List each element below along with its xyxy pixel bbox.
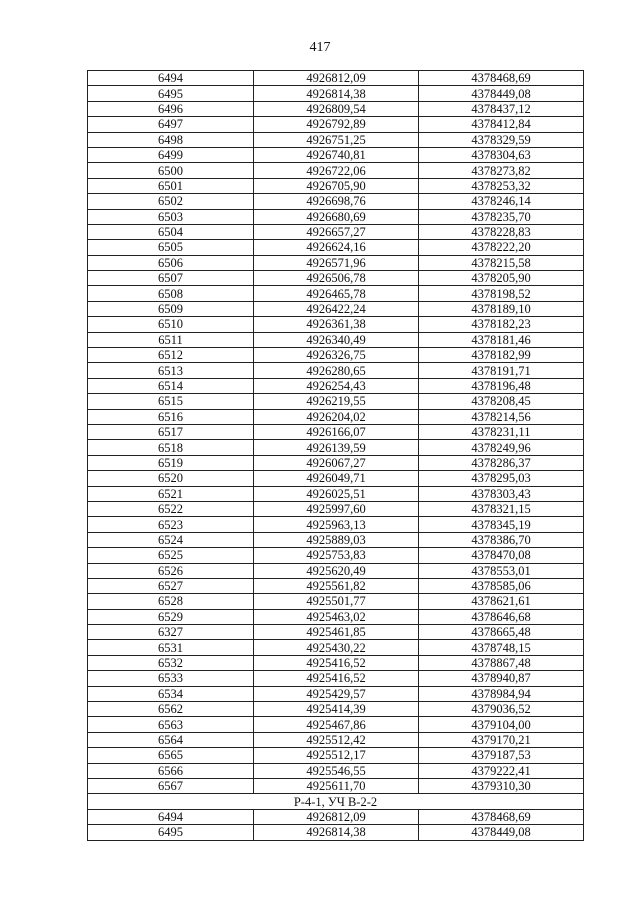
point-number-cell: 6501 [88, 178, 254, 193]
x-coordinate-cell: 4926680,69 [254, 209, 419, 224]
x-coordinate-cell: 4926326,75 [254, 348, 419, 363]
point-number-cell: 6522 [88, 501, 254, 516]
point-number-cell: 6526 [88, 563, 254, 578]
table-row [88, 286, 584, 301]
point-number-cell: 6518 [88, 440, 254, 455]
table-row [88, 640, 584, 655]
x-coordinate-cell: 4925461,85 [254, 625, 419, 640]
x-coordinate-cell: 4925416,52 [254, 671, 419, 686]
section-title: Р-4-1, УЧ В-2-2 [88, 794, 584, 809]
table-row [88, 224, 584, 239]
table-row [88, 655, 584, 670]
point-number-cell: 6499 [88, 147, 254, 162]
y-coordinate-cell: 4378182,99 [419, 348, 584, 363]
point-number-cell: 6503 [88, 209, 254, 224]
point-number-cell: 6565 [88, 748, 254, 763]
table-row [88, 501, 584, 516]
y-coordinate-cell: 4378345,19 [419, 517, 584, 532]
y-coordinate-cell: 4378253,32 [419, 178, 584, 193]
point-number-cell: 6528 [88, 594, 254, 609]
y-coordinate-cell: 4379170,21 [419, 732, 584, 747]
y-coordinate-cell: 4378231,11 [419, 424, 584, 439]
table-row [88, 486, 584, 501]
table-row [88, 532, 584, 547]
table-row [88, 609, 584, 624]
table-row [88, 255, 584, 270]
table-row [88, 717, 584, 732]
x-coordinate-cell: 4926465,78 [254, 286, 419, 301]
x-coordinate-cell: 4925963,13 [254, 517, 419, 532]
point-number-cell: 6516 [88, 409, 254, 424]
x-coordinate-cell: 4925430,22 [254, 640, 419, 655]
y-coordinate-cell: 4378249,96 [419, 440, 584, 455]
table-row [88, 732, 584, 747]
y-coordinate-cell: 4379036,52 [419, 702, 584, 717]
x-coordinate-cell: 4925416,52 [254, 655, 419, 670]
x-coordinate-cell: 4926722,06 [254, 163, 419, 178]
x-coordinate-cell: 4926792,89 [254, 117, 419, 132]
x-coordinate-cell: 4925561,82 [254, 578, 419, 593]
y-coordinate-cell: 4378386,70 [419, 532, 584, 547]
y-coordinate-cell: 4378621,61 [419, 594, 584, 609]
y-coordinate-cell: 4378646,68 [419, 609, 584, 624]
table-row [88, 702, 584, 717]
x-coordinate-cell: 4926740,81 [254, 147, 419, 162]
table-row [88, 471, 584, 486]
point-number-cell: 6494 [88, 71, 254, 86]
x-coordinate-cell: 4925463,02 [254, 609, 419, 624]
y-coordinate-cell: 4378470,08 [419, 548, 584, 563]
point-number-cell: 6566 [88, 763, 254, 778]
x-coordinate-cell: 4926166,07 [254, 424, 419, 439]
y-coordinate-cell: 4378215,58 [419, 255, 584, 270]
point-number-cell: 6562 [88, 702, 254, 717]
y-coordinate-cell: 4378748,15 [419, 640, 584, 655]
x-coordinate-cell: 4926812,09 [254, 809, 419, 824]
point-number-cell: 6519 [88, 455, 254, 470]
y-coordinate-cell: 4378303,43 [419, 486, 584, 501]
point-number-cell: 6497 [88, 117, 254, 132]
y-coordinate-cell: 4378437,12 [419, 101, 584, 116]
point-number-cell: 6504 [88, 224, 254, 239]
table-row [88, 763, 584, 778]
y-coordinate-cell: 4378304,63 [419, 147, 584, 162]
y-coordinate-cell: 4378329,59 [419, 132, 584, 147]
table-row [88, 455, 584, 470]
y-coordinate-cell: 4378222,20 [419, 240, 584, 255]
y-coordinate-cell: 4378321,15 [419, 501, 584, 516]
y-coordinate-cell: 4378182,23 [419, 317, 584, 332]
table-row [88, 440, 584, 455]
x-coordinate-cell: 4926254,43 [254, 378, 419, 393]
table-row [88, 394, 584, 409]
x-coordinate-cell: 4926139,59 [254, 440, 419, 455]
x-coordinate-cell: 4925467,86 [254, 717, 419, 732]
point-number-cell: 6532 [88, 655, 254, 670]
x-coordinate-cell: 4926025,51 [254, 486, 419, 501]
table-row [88, 748, 584, 763]
y-coordinate-cell: 4378214,56 [419, 409, 584, 424]
y-coordinate-cell: 4378273,82 [419, 163, 584, 178]
point-number-cell: 6521 [88, 486, 254, 501]
point-number-cell: 6505 [88, 240, 254, 255]
point-number-cell: 6507 [88, 271, 254, 286]
y-coordinate-cell: 4378208,45 [419, 394, 584, 409]
y-coordinate-cell: 4378449,08 [419, 825, 584, 840]
x-coordinate-cell: 4925429,57 [254, 686, 419, 701]
coordinates-table-body [88, 71, 584, 841]
x-coordinate-cell: 4926698,76 [254, 194, 419, 209]
table-row [88, 809, 584, 824]
x-coordinate-cell: 4926624,16 [254, 240, 419, 255]
y-coordinate-cell: 4378295,03 [419, 471, 584, 486]
table-row [88, 348, 584, 363]
table-row [88, 317, 584, 332]
table-row [88, 563, 584, 578]
table-row [88, 332, 584, 347]
point-number-cell: 6509 [88, 301, 254, 316]
y-coordinate-cell: 4378286,37 [419, 455, 584, 470]
table-row [88, 409, 584, 424]
table-row [88, 363, 584, 378]
x-coordinate-cell: 4926814,38 [254, 86, 419, 101]
point-number-cell: 6506 [88, 255, 254, 270]
x-coordinate-cell: 4925997,60 [254, 501, 419, 516]
table-row [88, 147, 584, 162]
point-number-cell: 6327 [88, 625, 254, 640]
x-coordinate-cell: 4926067,27 [254, 455, 419, 470]
point-number-cell: 6529 [88, 609, 254, 624]
x-coordinate-cell: 4926705,90 [254, 178, 419, 193]
table-row [88, 671, 584, 686]
table-row [88, 686, 584, 701]
x-coordinate-cell: 4926340,49 [254, 332, 419, 347]
point-number-cell: 6523 [88, 517, 254, 532]
x-coordinate-cell: 4925414,39 [254, 702, 419, 717]
x-coordinate-cell: 4926219,55 [254, 394, 419, 409]
x-coordinate-cell: 4925620,49 [254, 563, 419, 578]
table-row [88, 578, 584, 593]
point-number-cell: 6533 [88, 671, 254, 686]
section-header-row [88, 794, 584, 809]
x-coordinate-cell: 4926751,25 [254, 132, 419, 147]
y-coordinate-cell: 4379222,41 [419, 763, 584, 778]
point-number-cell: 6517 [88, 424, 254, 439]
x-coordinate-cell: 4926506,78 [254, 271, 419, 286]
y-coordinate-cell: 4378181,46 [419, 332, 584, 347]
y-coordinate-cell: 4378205,90 [419, 271, 584, 286]
point-number-cell: 6511 [88, 332, 254, 347]
table-row [88, 194, 584, 209]
table-row [88, 271, 584, 286]
x-coordinate-cell: 4925611,70 [254, 778, 419, 793]
y-coordinate-cell: 4378228,83 [419, 224, 584, 239]
coordinates-table [87, 70, 584, 841]
point-number-cell: 6525 [88, 548, 254, 563]
y-coordinate-cell: 4379104,00 [419, 717, 584, 732]
x-coordinate-cell: 4926204,02 [254, 409, 419, 424]
table-row [88, 378, 584, 393]
x-coordinate-cell: 4925501,77 [254, 594, 419, 609]
point-number-cell: 6567 [88, 778, 254, 793]
x-coordinate-cell: 4926049,71 [254, 471, 419, 486]
table-row [88, 825, 584, 840]
x-coordinate-cell: 4925753,83 [254, 548, 419, 563]
x-coordinate-cell: 4926809,54 [254, 101, 419, 116]
point-number-cell: 6502 [88, 194, 254, 209]
point-number-cell: 6564 [88, 732, 254, 747]
point-number-cell: 6514 [88, 378, 254, 393]
y-coordinate-cell: 4378198,52 [419, 286, 584, 301]
y-coordinate-cell: 4379187,53 [419, 748, 584, 763]
x-coordinate-cell: 4926657,27 [254, 224, 419, 239]
x-coordinate-cell: 4926422,24 [254, 301, 419, 316]
y-coordinate-cell: 4378553,01 [419, 563, 584, 578]
point-number-cell: 6498 [88, 132, 254, 147]
y-coordinate-cell: 4379310,30 [419, 778, 584, 793]
point-number-cell: 6513 [88, 363, 254, 378]
point-number-cell: 6508 [88, 286, 254, 301]
point-number-cell: 6527 [88, 578, 254, 593]
page-number: 417 [309, 40, 331, 55]
table-row [88, 178, 584, 193]
x-coordinate-cell: 4926361,38 [254, 317, 419, 332]
table-row [88, 117, 584, 132]
x-coordinate-cell: 4926280,65 [254, 363, 419, 378]
y-coordinate-cell: 4378191,71 [419, 363, 584, 378]
y-coordinate-cell: 4378867,48 [419, 655, 584, 670]
y-coordinate-cell: 4378449,08 [419, 86, 584, 101]
y-coordinate-cell: 4378412,84 [419, 117, 584, 132]
y-coordinate-cell: 4378189,10 [419, 301, 584, 316]
y-coordinate-cell: 4378468,69 [419, 809, 584, 824]
table-row [88, 132, 584, 147]
table-row [88, 594, 584, 609]
point-number-cell: 6531 [88, 640, 254, 655]
point-number-cell: 6520 [88, 471, 254, 486]
point-number-cell: 6494 [88, 809, 254, 824]
table-row [88, 163, 584, 178]
table-row [88, 548, 584, 563]
y-coordinate-cell: 4378984,94 [419, 686, 584, 701]
point-number-cell: 6534 [88, 686, 254, 701]
point-number-cell: 6515 [88, 394, 254, 409]
point-number-cell: 6500 [88, 163, 254, 178]
x-coordinate-cell: 4926812,09 [254, 71, 419, 86]
x-coordinate-cell: 4925546,55 [254, 763, 419, 778]
table-row [88, 625, 584, 640]
table-row [88, 301, 584, 316]
y-coordinate-cell: 4378246,14 [419, 194, 584, 209]
table-row [88, 71, 584, 86]
y-coordinate-cell: 4378665,48 [419, 625, 584, 640]
y-coordinate-cell: 4378585,06 [419, 578, 584, 593]
point-number-cell: 6496 [88, 101, 254, 116]
table-row [88, 101, 584, 116]
table-row [88, 424, 584, 439]
table-row [88, 240, 584, 255]
point-number-cell: 6495 [88, 86, 254, 101]
point-number-cell: 6563 [88, 717, 254, 732]
x-coordinate-cell: 4925512,17 [254, 748, 419, 763]
point-number-cell: 6495 [88, 825, 254, 840]
y-coordinate-cell: 4378468,69 [419, 71, 584, 86]
x-coordinate-cell: 4926814,38 [254, 825, 419, 840]
point-number-cell: 6512 [88, 348, 254, 363]
table-row [88, 517, 584, 532]
y-coordinate-cell: 4378196,48 [419, 378, 584, 393]
y-coordinate-cell: 4378235,70 [419, 209, 584, 224]
x-coordinate-cell: 4925512,42 [254, 732, 419, 747]
table-row [88, 209, 584, 224]
table-row [88, 778, 584, 793]
point-number-cell: 6510 [88, 317, 254, 332]
x-coordinate-cell: 4925889,03 [254, 532, 419, 547]
y-coordinate-cell: 4378940,87 [419, 671, 584, 686]
point-number-cell: 6524 [88, 532, 254, 547]
x-coordinate-cell: 4926571,96 [254, 255, 419, 270]
table-row [88, 86, 584, 101]
